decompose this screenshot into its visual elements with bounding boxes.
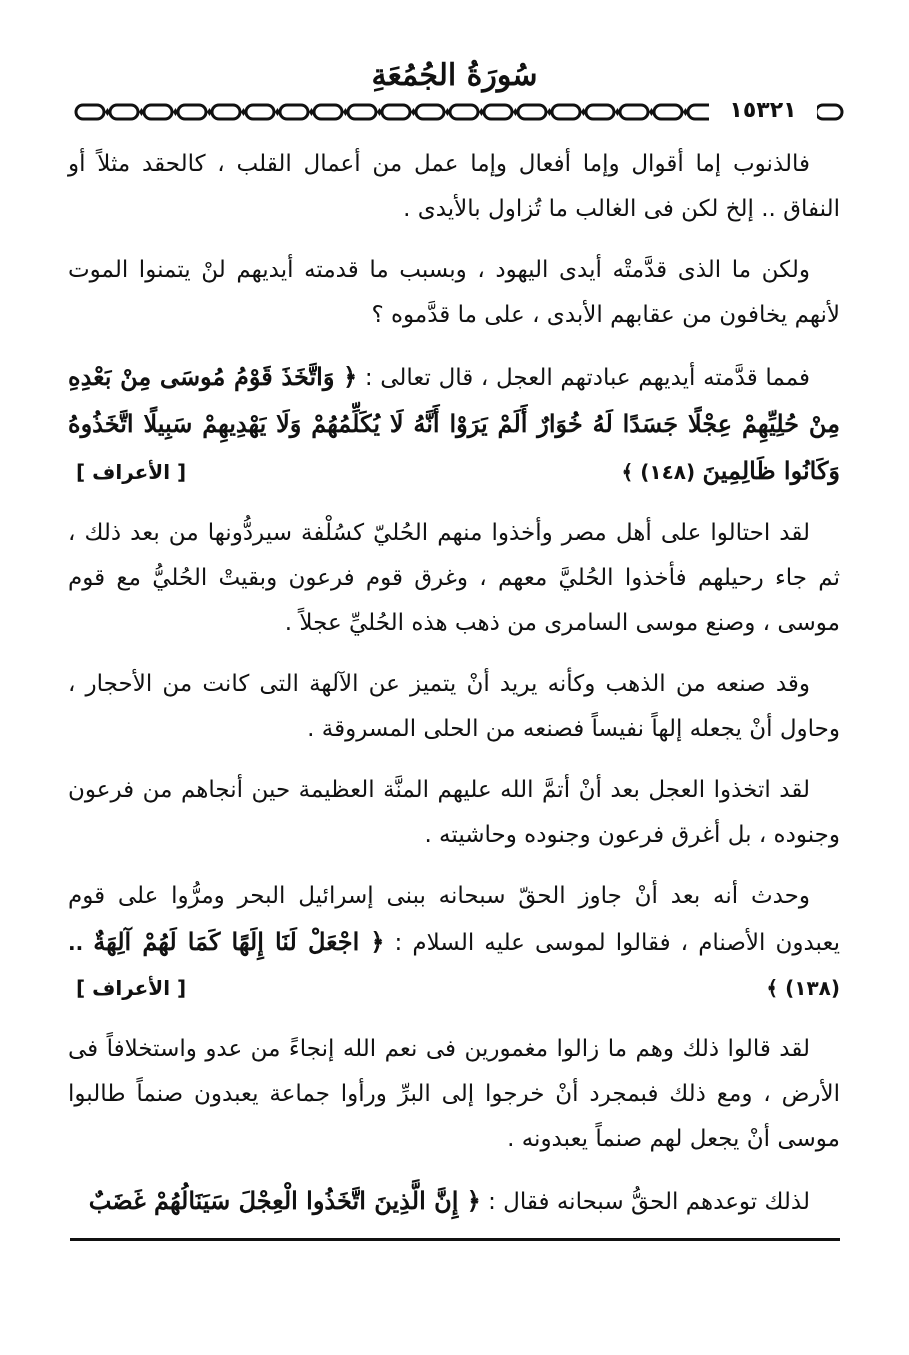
paragraph-text: وحدث أنه بعد أنْ جاوز الحقّ سبحانه ببنى إسرائيل البحر ومرُّوا على قوم يعبدون الأصنام ، فقالوا لموسى عليه السلام : — [68, 883, 840, 956]
paragraph-text: فمما قدَّمته أيديهم عبادتهم العجل ، قال تعالى : — [357, 365, 810, 391]
surah-reference-line — [68, 966, 840, 1011]
quran-verse: ﴿ اجْعَلْ لَنَا إِلَهًا كَمَا لَهُمْ آلِهَةٌ — [93, 927, 385, 956]
paragraph: فالذنوب إما أقوال وإما أفعال وإما عمل من أعمال القلب ، كالحقد مثلاً أو النفاق .. إلخ لكن فى الغالب ما تُزاول بالأيدى . — [68, 151, 840, 222]
page-number: ١٥٣٢١ — [709, 99, 817, 123]
paragraph-text: لذلك توعدهم الحقُّ سبحانه فقال : — [480, 1189, 810, 1215]
quran-verse: ﴿ إِنَّ الَّذِينَ اتَّخَذُوا الْعِجْلَ سَيَنَالُهُمْ غَضَبٌ — [88, 1186, 481, 1215]
surah-reference: [ الأعراف ] — [76, 976, 187, 1000]
paragraph-with-verse — [68, 1178, 840, 1225]
verse-number: ..(١٣٨) ﴾ — [68, 931, 840, 1000]
paragraph: لقد اتخذوا العجل بعد أنْ أتمَّ الله عليهم المنَّة العظيمة حين أنجاهم من فرعون وجنوده ، بل أغرق فرعون وجنوده وحاشيته . — [68, 777, 840, 848]
paragraph: ولكن ما الذى قدَّمتْه أيدى اليهود ، وبسبب ما قدمته أيديهم لنْ يتمنوا الموت لأنهم يخافون من عقابهم الأبدى ، على ما قدَّموه ؟ — [68, 257, 840, 328]
paragraph: لقد قالوا ذلك وهم ما زالوا مغمورين فى نعم الله إنجاءً من عدو واستخلافاً فى الأرض ، ومع ذلك فبمجرد أنْ خرجوا إلى البرِّ ورأوا جماعة يعبدون صنماً طالبوا موسى أنْ يجعل لهم صنماً يعبدونه . — [68, 1036, 840, 1152]
bottom-rule — [70, 1238, 840, 1241]
surah-reference: [ الأعراف ] — [76, 460, 187, 484]
paragraph: لقد احتالوا على أهل مصر وأخذوا منهم الحُليّ كسُلْفة سيردُّونها من بعد ذلك ، ثم جاء رحيلهم فأخذوا الحُليَّ معهم ، وغرق قوم فرعون وبقيتْ الحُليُّ مع قوم موسى ، وصنع موسى السامرى من ذهب هذه الحُليِّ عجلاً . — [68, 520, 840, 636]
paragraph: وقد صنعه من الذهب وكأنه يريد أنْ يتميز عن الآلهة التى كانت من الأحجار ، وحاول أنْ يجعله إلهاً نفيساً فصنعه من الحلى المسروقة . — [68, 671, 840, 742]
body-text — [68, 142, 840, 1241]
verse-number: (١٤٨) ﴾ — [621, 460, 696, 484]
surah-reference-line — [68, 450, 840, 495]
quran-verse: ﴿ وَاتَّخَذَ قَوْمُ مُوسَى مِنْ بَعْدِهِ مِنْ حُلِيِّهِمْ عِجْلًا جَسَدًا لَهُ خُوَارٌ أَلَمْ يَرَوْا أَنَّهُ لَا يُكَلِّمُهُمْ وَلَا يَهْدِيهِمْ سَبِيلًا اتَّخَذُوهُ وَكَانُوا ظَالِمِينَ — [68, 362, 840, 485]
surah-title: سُورَةُ الجُمُعَةِ — [371, 58, 538, 93]
